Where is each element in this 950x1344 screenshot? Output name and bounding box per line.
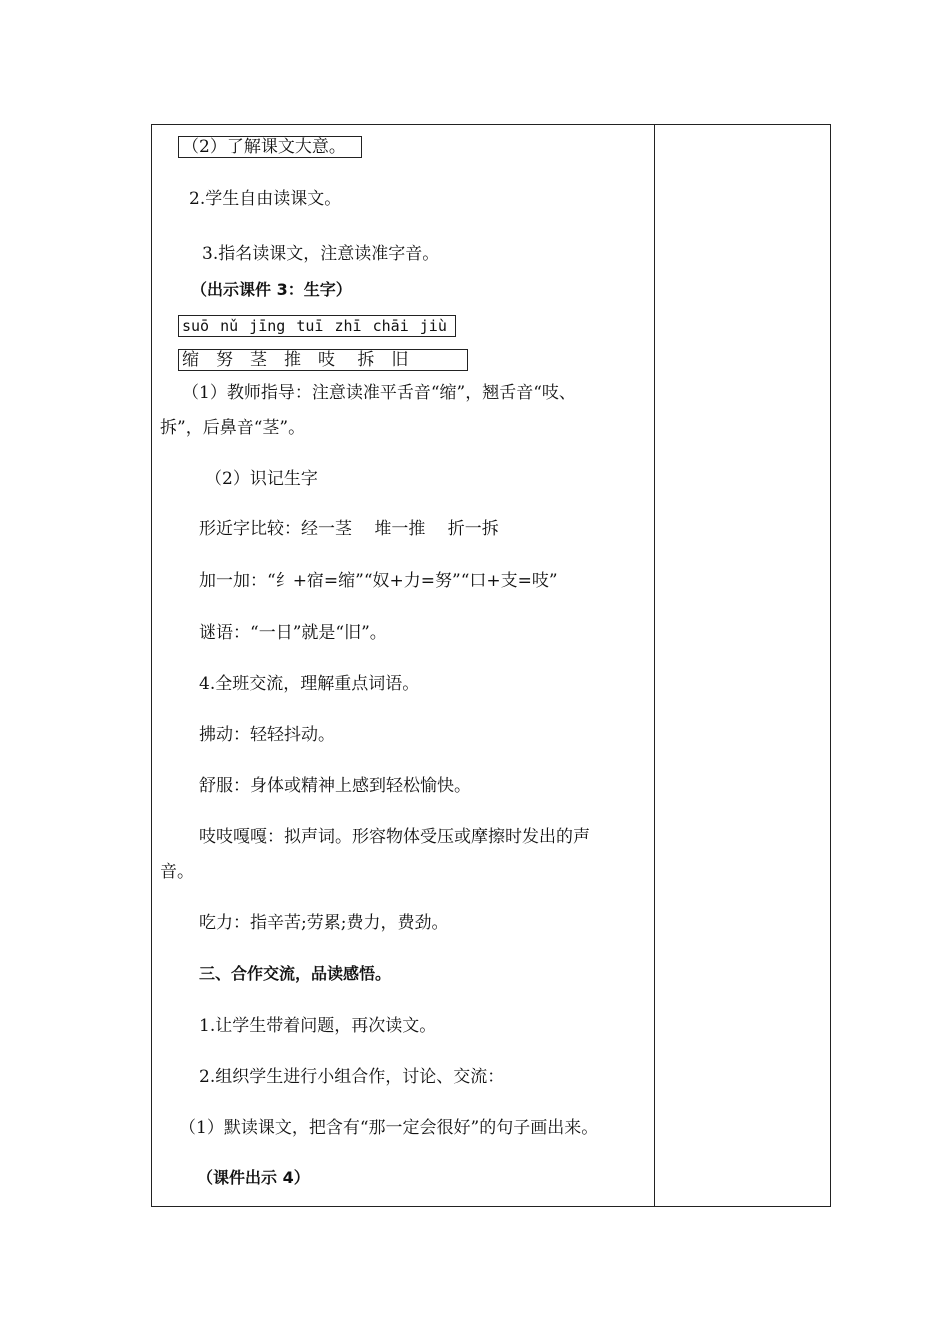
line-teacher-guide-1: （1）教师指导：注意读准平舌音“缩”，翘舌音“吱、	[182, 383, 576, 403]
section-heading-cooperate: 三、合作交流，品读感悟。	[199, 964, 392, 983]
line-word-chili: 吃力：指辛苦;劳累;费力，费劲。	[199, 913, 449, 933]
line-word-shufu: 舒服：身体或精神上感到轻松愉快。	[199, 776, 471, 796]
line-similar-characters: 形近字比较：经一茎 堆一推 折一拆	[199, 519, 499, 539]
characters-box: 缩 努 茎 推 吱 拆 旧	[178, 349, 468, 371]
line-word-fudong: 拂动：轻轻抖动。	[199, 725, 335, 745]
line-silent-reading: （1）默读课文，把含有“那一定会很好”的句子画出来。	[179, 1118, 599, 1138]
line-free-reading: 2.学生自由读课文。	[189, 189, 342, 209]
line-group-work: 2.组织学生进行小组合作，讨论、交流：	[199, 1067, 505, 1087]
line-named-reading: 3.指名读课文，注意读准字音。	[202, 244, 440, 264]
line-teacher-guide-2: 拆”，后鼻音“茎”。	[160, 418, 306, 438]
line-class-discussion: 4.全班交流，理解重点词语。	[199, 674, 420, 694]
line-courseware-4: （课件出示 4）	[197, 1168, 310, 1187]
pinyin-box: suō nǔ jīng tuī zhī chāi jiù	[178, 315, 456, 337]
line-understand-meaning: （2）了解课文大意。	[178, 136, 362, 158]
column-divider	[654, 124, 655, 1207]
line-riddle: 谜语：“一日”就是“旧”。	[199, 623, 387, 643]
line-add-components: 加一加：“纟+宿=缩”“奴+力=努”“口+支=吱”	[199, 571, 558, 591]
line-courseware-3: （出示课件 3：生字）	[191, 280, 352, 299]
line-word-zhizhigaga-1: 吱吱嘎嘎：拟声词。形容物体受压或摩擦时发出的声	[199, 827, 590, 847]
line-read-again: 1.让学生带着问题，再次读文。	[199, 1016, 437, 1036]
line-memorize-characters: （2）识记生字	[205, 469, 318, 489]
line-word-zhizhigaga-2: 音。	[160, 862, 194, 882]
